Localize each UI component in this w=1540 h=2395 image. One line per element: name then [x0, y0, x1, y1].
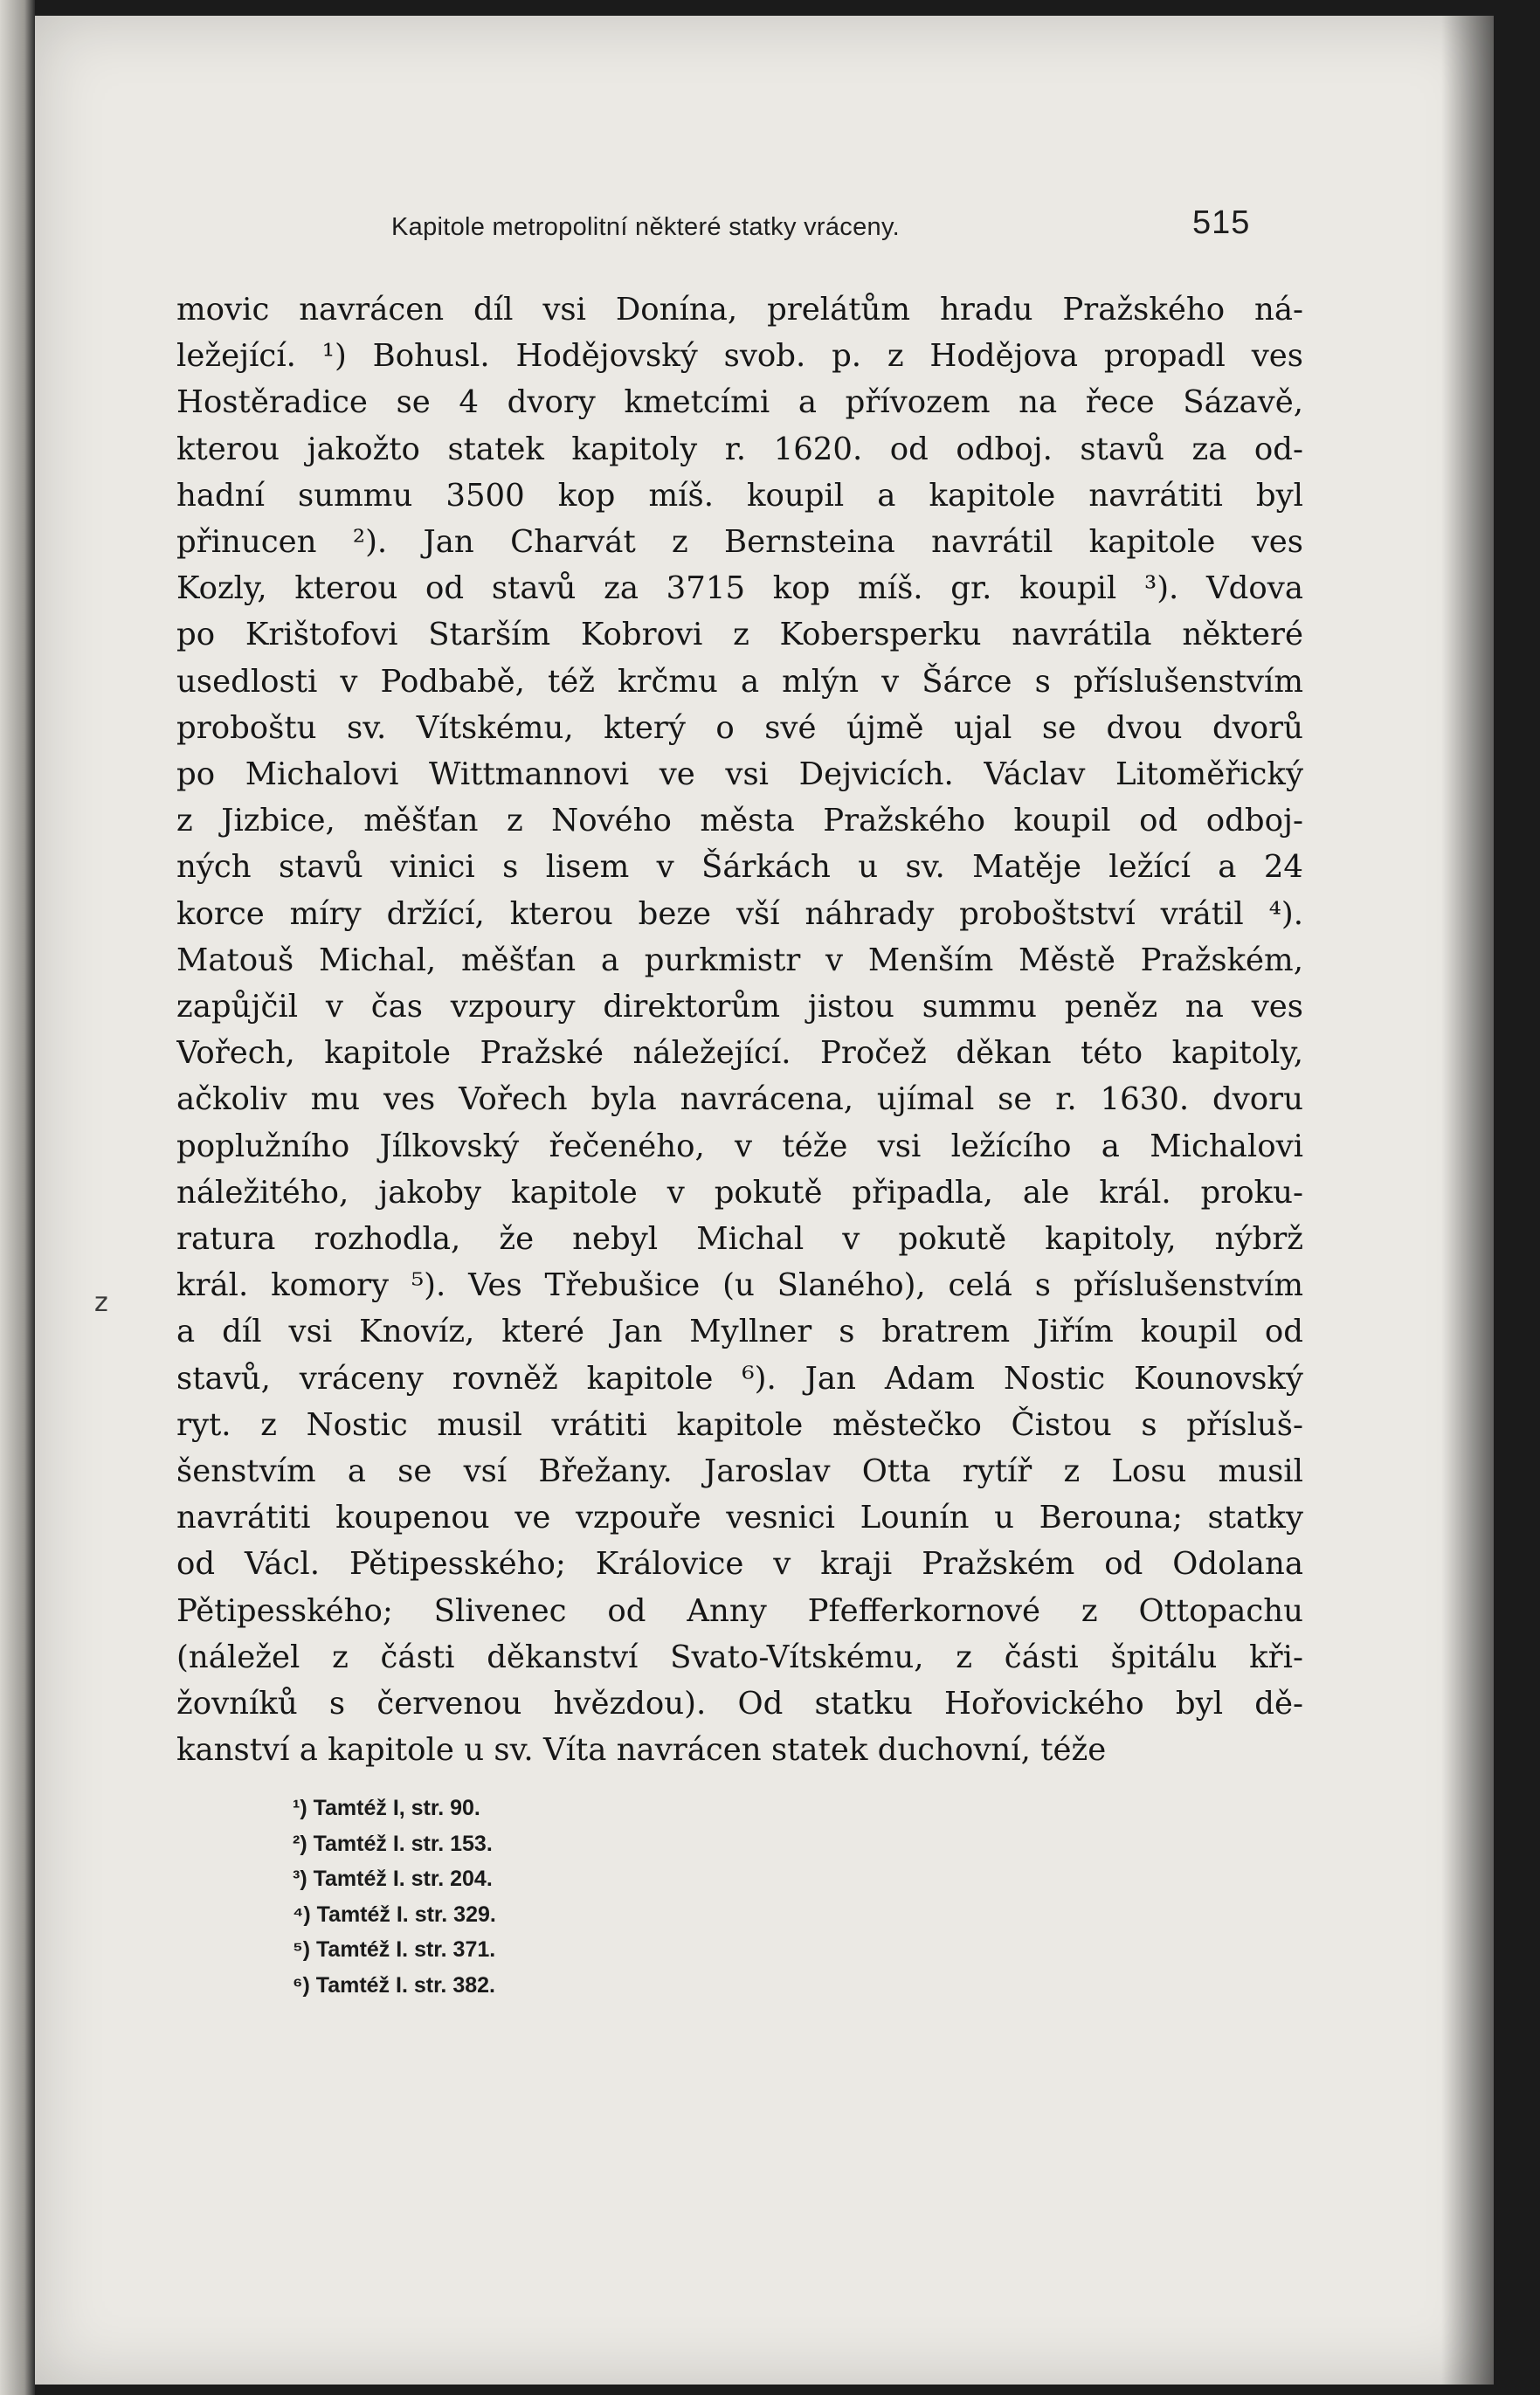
text-line: proboštu sv. Vítskému, který o své újmě ujal se dvou dvorů: [176, 709, 1303, 746]
text-line: po Krištofovi Starším Kobrovi z Kobersperku navrátila některé: [176, 617, 1303, 653]
text-line: z Jizbice, měšťan z Nového města Pražského koupil od odboj-: [176, 803, 1303, 839]
text-line: Vořech, kapitole Pražské náležející. Pročež děkan této kapitoly,: [176, 1035, 1303, 1072]
footnote: ⁶) Tamtéž I. str. 382.: [293, 1972, 495, 1998]
margin-note: z: [94, 1287, 108, 1318]
footnote: ²) Tamtéž I. str. 153.: [293, 1831, 493, 1856]
text-line: a díl vsi Knovíz, které Jan Myllner s bratrem Jiřím koupil od: [176, 1314, 1303, 1350]
body-text: [176, 286, 1303, 1774]
text-line: šenstvím a se vsí Břežany. Jaroslav Otta rytíř z Losu musil: [176, 1453, 1303, 1490]
text-line: náležitého, jakoby kapitole v pokutě připadla, ale král. proku-: [176, 1174, 1303, 1211]
text-line: hadní summu 3500 kop míš. koupil a kapitole navrátiti byl: [176, 477, 1303, 514]
text-line: ačkoliv mu ves Vořech byla navrácena, ujímal se r. 1630. dvoru: [176, 1081, 1303, 1118]
page-number: 515: [1192, 204, 1251, 241]
text-line: stavů, vráceny rovněž kapitole ⁶). Jan Adam Nostic Kounovský: [176, 1360, 1303, 1397]
footnote: ⁵) Tamtéž I. str. 371.: [293, 1937, 496, 1963]
running-head: Kapitole metropolitní některé statky vráceny.: [391, 213, 900, 241]
text-line: od Václ. Pětipesského; Královice v kraji Pražském od Odolana: [176, 1546, 1303, 1583]
text-line: přinucen ²). Jan Charvát z Bernsteina navrátil kapitole ves: [176, 524, 1303, 561]
text-line: ných stavů vinici s lisem v Šárkách u sv. Matěje ležící a 24: [176, 849, 1303, 886]
scan-left-edge: [0, 0, 35, 2395]
text-line: král. komory ⁵). Ves Třebušice (u Slaného), celá s příslušenstvím: [176, 1267, 1303, 1304]
text-line: Matouš Michal, měšťan a purkmistr v Menším Městě Pražském,: [176, 942, 1303, 978]
text-line: žovníků s červenou hvězdou). Od statku Hořovického byl dě-: [176, 1686, 1303, 1722]
footnotes: [293, 1791, 817, 2004]
text-line: usedlosti v Podbabě, též krčmu a mlýn v Šárce s příslušenstvím: [176, 663, 1303, 700]
footnote: ¹) Tamtéž I, str. 90.: [293, 1796, 480, 1820]
scan-right-shadow: [1441, 16, 1494, 2385]
text-line: po Michalovi Wittmannovi ve vsi Dejvicích. Václav Litoměřický: [176, 756, 1303, 793]
text-line: navrátiti koupenou ve vzpouře vesnici Lounín u Berouna; statky: [176, 1500, 1303, 1536]
text-line: zapůjčil v čas vzpoury direktorům jistou summu peněz na ves: [176, 989, 1303, 1025]
text-line: korce míry držící, kterou beze vší náhrady proboštství vrátil ⁴).: [176, 895, 1303, 932]
footnote: ³) Tamtéž I. str. 204.: [293, 1867, 493, 1892]
text-line: Kozly, kterou od stavů za 3715 kop míš. gr. koupil ³). Vdova: [176, 570, 1303, 607]
text-line: movic navrácen díl vsi Donína, prelátům hradu Pražského ná-: [176, 292, 1303, 328]
text-line: (náležel z části děkanství Svato-Vítskému, z části špitálu kři-: [176, 1639, 1303, 1675]
text-line: ryt. z Nostic musil vrátiti kapitole městečko Čistou s přísluš-: [176, 1406, 1303, 1443]
text-line: Hostěradice se 4 dvory kmetcími a přívozem na řece Sázavě,: [176, 384, 1303, 421]
text-line: Pětipesského; Slivenec od Anny Pfefferkornové z Ottopachu: [176, 1592, 1303, 1629]
text-line: ležející. ¹) Bohusl. Hodějovský svob. p. z Hodějova propadl ves: [176, 338, 1303, 375]
page-header: [35, 201, 1494, 253]
footnote: ⁴) Tamtéž I. str. 329.: [293, 1902, 496, 1927]
text-line: ratura rozhodla, že nebyl Michal v pokutě kapitoly, nýbrž: [176, 1221, 1303, 1258]
text-line: kanství a kapitole u sv. Víta navrácen statek duchovní, téže: [176, 1732, 1107, 1769]
text-line: poplužního Jílkovský řečeného, v téže vsi ležícího a Michalovi: [176, 1128, 1303, 1164]
text-line: kterou jakožto statek kapitoly r. 1620. od odboj. stavů za od-: [176, 431, 1303, 467]
book-page: [35, 16, 1494, 2385]
